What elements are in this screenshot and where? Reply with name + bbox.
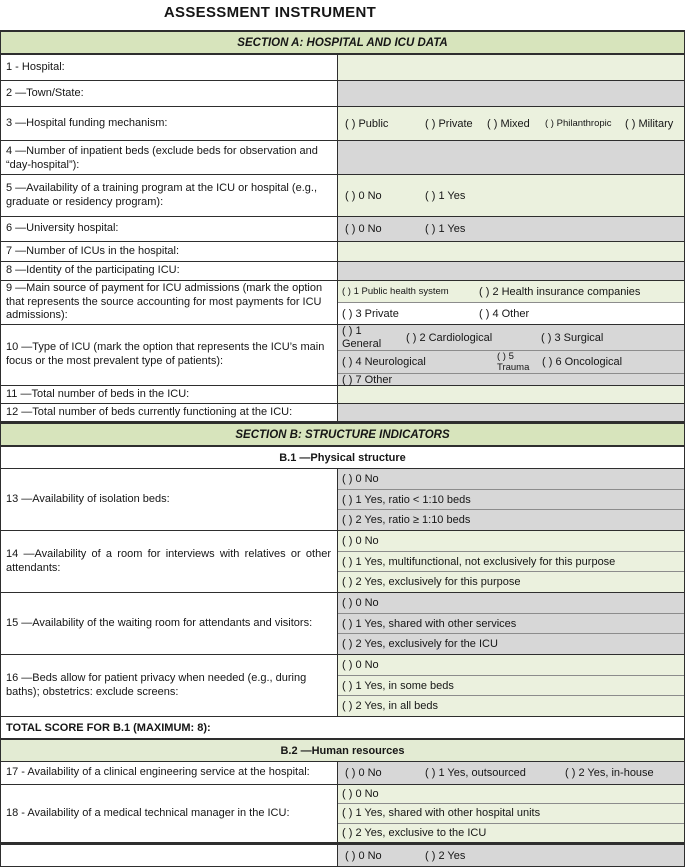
question-5-option-no[interactable]: ( ) 0 No bbox=[345, 189, 382, 202]
question-13-option-yes-ge-ratio[interactable]: ( ) 2 Yes, ratio ≥ 1:10 beds bbox=[342, 514, 471, 527]
form-title: ASSESSMENT INSTRUMENT bbox=[163, 4, 377, 21]
assessment-form-table bbox=[0, 30, 685, 867]
subsection-b2-header: B.2 —Human resources bbox=[1, 739, 684, 762]
question-9-options-row-1 bbox=[338, 281, 684, 302]
question-8-answer-field[interactable] bbox=[338, 262, 684, 280]
question-17-options bbox=[338, 762, 684, 784]
question-16-label: 16 —Beds allow for patient privacy when needed (e.g., during baths); obstetrics: exclude screens: bbox=[1, 655, 338, 716]
question-19-label bbox=[1, 845, 338, 866]
question-3-answer bbox=[338, 107, 684, 140]
question-14-option-yes-multifunctional[interactable]: ( ) 1 Yes, multifunctional, not exclusively for this purpose bbox=[342, 555, 616, 568]
question-17-option-yes-outsourced[interactable]: ( ) 1 Yes, outsourced bbox=[425, 767, 526, 779]
question-row-1 bbox=[1, 55, 684, 81]
question-row-10 bbox=[1, 325, 684, 386]
question-2-answer-field[interactable] bbox=[338, 81, 684, 106]
question-15-option-row-0 bbox=[338, 593, 684, 613]
question-16-option-yes-all-beds[interactable]: ( ) 2 Yes, in all beds bbox=[342, 700, 439, 713]
question-7-label: 7 —Number of ICUs in the hospital: bbox=[1, 242, 338, 261]
question-15-option-no[interactable]: ( ) 0 No bbox=[342, 596, 379, 609]
question-18-answer bbox=[338, 785, 684, 842]
question-row-18 bbox=[1, 785, 684, 843]
question-2-label: 2 —Town/State: bbox=[1, 81, 338, 106]
question-10-options-row-2 bbox=[338, 350, 684, 373]
question-row-12 bbox=[1, 404, 684, 422]
total-score-b1-label: TOTAL SCORE FOR B.1 (MAXIMUM: 8): bbox=[6, 722, 211, 734]
question-6-option-yes[interactable]: ( ) 1 Yes bbox=[425, 223, 466, 235]
question-13-option-no[interactable]: ( ) 0 No bbox=[342, 472, 379, 485]
question-13-answer bbox=[338, 469, 684, 530]
question-5-option-yes[interactable]: ( ) 1 Yes bbox=[425, 189, 466, 202]
question-10-options-row-1 bbox=[338, 325, 684, 350]
question-10-option-oncological[interactable]: ( ) 6 Oncological bbox=[542, 356, 623, 369]
question-3-option-philanthropic[interactable]: ( ) Philanthropic bbox=[545, 118, 612, 129]
question-18-option-yes-exclusive[interactable]: ( ) 2 Yes, exclusive to the ICU bbox=[342, 826, 487, 839]
question-row-15 bbox=[1, 593, 684, 655]
question-13-option-row-2 bbox=[338, 509, 684, 530]
question-15-answer bbox=[338, 593, 684, 654]
question-19-answer bbox=[338, 845, 684, 866]
question-14-label: 14 —Availability of a room for interviews with relatives or other attendants: bbox=[1, 531, 338, 592]
question-17-option-yes-in-house[interactable]: ( ) 2 Yes, in-house bbox=[565, 767, 654, 779]
question-15-option-yes-exclusive[interactable]: ( ) 2 Yes, exclusively for the ICU bbox=[342, 638, 498, 651]
question-10-option-surgical[interactable]: ( ) 3 Surgical bbox=[541, 331, 604, 344]
question-5-answer bbox=[338, 175, 684, 216]
question-15-option-row-1 bbox=[338, 613, 684, 634]
question-5-label: 5 —Availability of a training program at the ICU or hospital (e.g., graduate or residency program): bbox=[1, 175, 338, 216]
question-9-answer bbox=[338, 281, 684, 324]
question-16-option-yes-some-beds[interactable]: ( ) 1 Yes, in some beds bbox=[342, 679, 454, 692]
question-16-option-row-0 bbox=[338, 655, 684, 675]
question-15-option-yes-shared[interactable]: ( ) 1 Yes, shared with other services bbox=[342, 617, 517, 630]
question-row-3 bbox=[1, 107, 684, 141]
question-6-option-no[interactable]: ( ) 0 No bbox=[345, 223, 382, 235]
question-17-label: 17 - Availability of a clinical engineering service at the hospital: bbox=[1, 762, 338, 784]
question-10-label: 10 —Type of ICU (mark the option that represents the ICU’s main focus or the most prevalent type of patients): bbox=[1, 325, 338, 385]
question-3-option-private[interactable]: ( ) Private bbox=[425, 117, 473, 130]
question-row-2 bbox=[1, 81, 684, 107]
question-10-option-general[interactable]: ( ) 1 General bbox=[342, 325, 382, 350]
question-row-9 bbox=[1, 281, 684, 325]
question-9-option-health-insurance[interactable]: ( ) 2 Health insurance companies bbox=[479, 285, 641, 298]
question-14-option-yes-exclusive[interactable]: ( ) 2 Yes, exclusively for this purpose bbox=[342, 576, 521, 589]
question-row-7 bbox=[1, 242, 684, 262]
question-16-option-row-2 bbox=[338, 695, 684, 716]
question-13-option-yes-lt-ratio[interactable]: ( ) 1 Yes, ratio < 1:10 beds bbox=[342, 493, 471, 506]
section-a-header: SECTION A: HOSPITAL AND ICU DATA bbox=[1, 30, 684, 55]
question-19-options bbox=[338, 845, 684, 866]
question-15-option-row-2 bbox=[338, 633, 684, 654]
total-score-b1-row[interactable] bbox=[1, 717, 684, 739]
question-row-19 bbox=[1, 843, 684, 867]
question-11-label: 11 —Total number of beds in the ICU: bbox=[1, 386, 338, 403]
question-18-option-row-2 bbox=[338, 823, 684, 842]
question-16-answer bbox=[338, 655, 684, 716]
question-10-option-neurological[interactable]: ( ) 4 Neurological bbox=[342, 356, 426, 369]
question-3-label: 3 —Hospital funding mechanism: bbox=[1, 107, 338, 140]
question-14-option-row-1 bbox=[338, 551, 684, 572]
question-row-11 bbox=[1, 386, 684, 404]
question-18-option-row-1 bbox=[338, 803, 684, 822]
question-6-options bbox=[338, 217, 684, 241]
question-1-answer-field[interactable] bbox=[338, 55, 684, 80]
question-9-options-row-2 bbox=[338, 302, 684, 324]
question-9-option-public-health-system[interactable]: ( ) 1 Public health system bbox=[342, 286, 449, 297]
question-17-option-no[interactable]: ( ) 0 No bbox=[345, 767, 382, 779]
question-row-4 bbox=[1, 141, 684, 175]
question-16-option-no[interactable]: ( ) 0 No bbox=[342, 658, 379, 671]
question-14-option-row-2 bbox=[338, 571, 684, 592]
question-13-option-row-1 bbox=[338, 489, 684, 510]
question-12-answer-field[interactable] bbox=[338, 404, 684, 421]
section-b-header: SECTION B: STRUCTURE INDICATORS bbox=[1, 422, 684, 447]
question-6-label: 6 —University hospital: bbox=[1, 217, 338, 241]
question-15-label: 15 —Availability of the waiting room for attendants and visitors: bbox=[1, 593, 338, 654]
question-row-6 bbox=[1, 217, 684, 242]
question-7-answer-field[interactable] bbox=[338, 242, 684, 261]
question-row-14 bbox=[1, 531, 684, 593]
question-14-option-no[interactable]: ( ) 0 No bbox=[342, 534, 379, 547]
question-4-label: 4 —Number of inpatient beds (exclude beds for observation and “day-hospital”): bbox=[1, 141, 338, 174]
question-9-option-private[interactable]: ( ) 3 Private bbox=[342, 307, 399, 320]
question-18-label: 18 - Availability of a medical technical manager in the ICU: bbox=[1, 785, 338, 842]
question-4-answer-field[interactable] bbox=[338, 141, 684, 174]
question-6-answer bbox=[338, 217, 684, 241]
question-5-options bbox=[338, 175, 684, 216]
subsection-b1-header: B.1 —Physical structure bbox=[1, 447, 684, 469]
question-17-answer bbox=[338, 762, 684, 784]
question-10-option-trauma[interactable]: ( ) 5 Trauma bbox=[497, 351, 530, 374]
question-row-13 bbox=[1, 469, 684, 531]
question-18-option-row-0 bbox=[338, 785, 684, 803]
question-3-options bbox=[338, 107, 684, 140]
question-9-option-other[interactable]: ( ) 4 Other bbox=[479, 307, 530, 320]
question-row-8 bbox=[1, 262, 684, 281]
question-14-option-row-0 bbox=[338, 531, 684, 551]
question-16-option-row-1 bbox=[338, 675, 684, 696]
question-13-option-row-0 bbox=[338, 469, 684, 489]
question-3-option-public[interactable]: ( ) Public bbox=[345, 117, 389, 130]
question-10-option-cardiological[interactable]: ( ) 2 Cardiological bbox=[406, 331, 493, 344]
question-3-option-mixed[interactable]: ( ) Mixed bbox=[487, 117, 530, 130]
question-row-5 bbox=[1, 175, 684, 217]
question-18-option-yes-shared[interactable]: ( ) 1 Yes, shared with other hospital units bbox=[342, 807, 541, 820]
question-10-options-row-3 bbox=[338, 373, 684, 386]
question-10-answer bbox=[338, 325, 684, 385]
question-3-option-military[interactable]: ( ) Military bbox=[625, 117, 674, 130]
question-row-17 bbox=[1, 762, 684, 785]
question-13-label: 13 —Availability of isolation beds: bbox=[1, 469, 338, 530]
question-14-answer bbox=[338, 531, 684, 592]
question-row-16 bbox=[1, 655, 684, 717]
question-19-option-yes[interactable]: ( ) 2 Yes bbox=[425, 849, 466, 862]
question-18-option-no[interactable]: ( ) 0 No bbox=[342, 788, 379, 801]
question-19-option-no[interactable]: ( ) 0 No bbox=[345, 849, 382, 862]
question-12-label: 12 —Total number of beds currently functioning at the ICU: bbox=[1, 404, 338, 421]
question-11-answer-field[interactable] bbox=[338, 386, 684, 403]
question-10-option-other[interactable]: ( ) 7 Other bbox=[342, 374, 393, 387]
question-1-label: 1 - Hospital: bbox=[1, 55, 338, 80]
question-9-label: 9 —Main source of payment for ICU admissions (mark the option that represents the source accounting for most payments for ICU admissions): bbox=[1, 281, 338, 324]
question-8-label: 8 —Identity of the participating ICU: bbox=[1, 262, 338, 280]
